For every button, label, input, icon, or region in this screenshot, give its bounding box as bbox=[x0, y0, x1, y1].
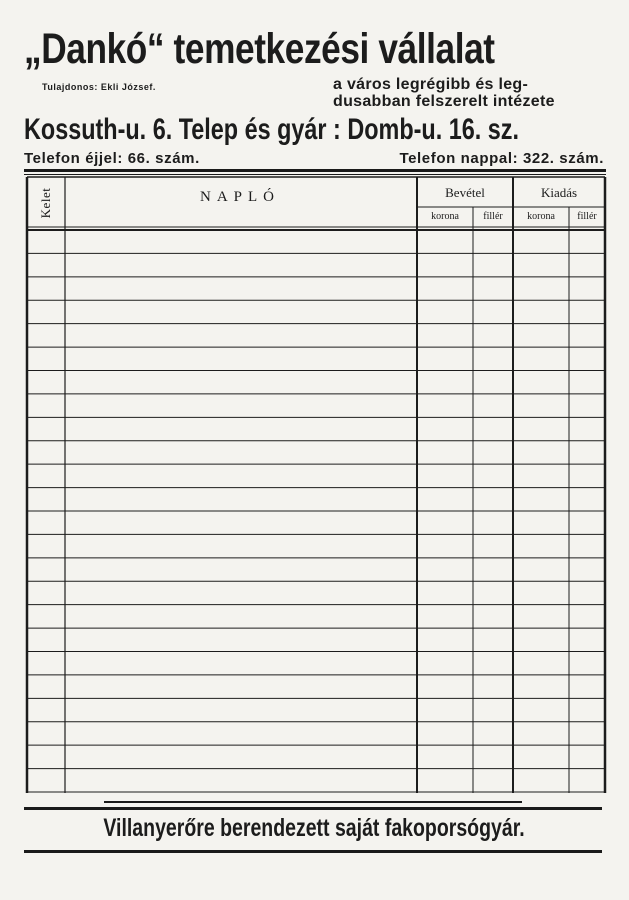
company-name: „Dankó“ temetkezési vállalat bbox=[24, 25, 495, 73]
ledger-grid bbox=[27, 177, 605, 793]
owner-line: Tulajdonos: Ekli József. bbox=[42, 82, 156, 92]
footer-rule-top bbox=[24, 807, 602, 810]
slogan bbox=[333, 76, 608, 110]
phone-row bbox=[24, 150, 604, 168]
slogan-line-2: dusabban felszerelt intézete bbox=[333, 93, 555, 110]
subheader-expense-korona: korona bbox=[527, 211, 555, 222]
ledger-table bbox=[27, 177, 605, 793]
slogan-line-1: a város legrégibb és leg- bbox=[333, 76, 529, 93]
phone-night: Telefon éjjel: 66. szám. bbox=[24, 150, 200, 167]
column-header-income: Bevétel bbox=[445, 185, 485, 200]
phone-day: Telefon nappal: 322. szám. bbox=[399, 150, 604, 167]
footer-slogan-text: Villanyerőre berendezett saját fakoporsógyár. bbox=[103, 814, 526, 842]
subheader-income-filler: fillér bbox=[483, 211, 503, 222]
subheader-income-korona: korona bbox=[431, 211, 459, 222]
column-header-date-label: Kelet bbox=[37, 187, 53, 219]
column-header-journal: NAPLÓ bbox=[199, 189, 280, 205]
footer-slogan bbox=[0, 814, 629, 843]
column-header-expense: Kiadás bbox=[540, 185, 578, 200]
footer-rule-short bbox=[104, 801, 522, 803]
address-line: Kossuth-u. 6. Telep és gyár : Domb-u. 16. sz. bbox=[24, 113, 519, 146]
subheader-expense-filler: fillér bbox=[577, 211, 597, 222]
header-rule-thin bbox=[24, 174, 606, 175]
footer-rule-bottom bbox=[24, 850, 602, 853]
column-header-date bbox=[27, 177, 64, 229]
header-rule-thick bbox=[24, 169, 606, 172]
